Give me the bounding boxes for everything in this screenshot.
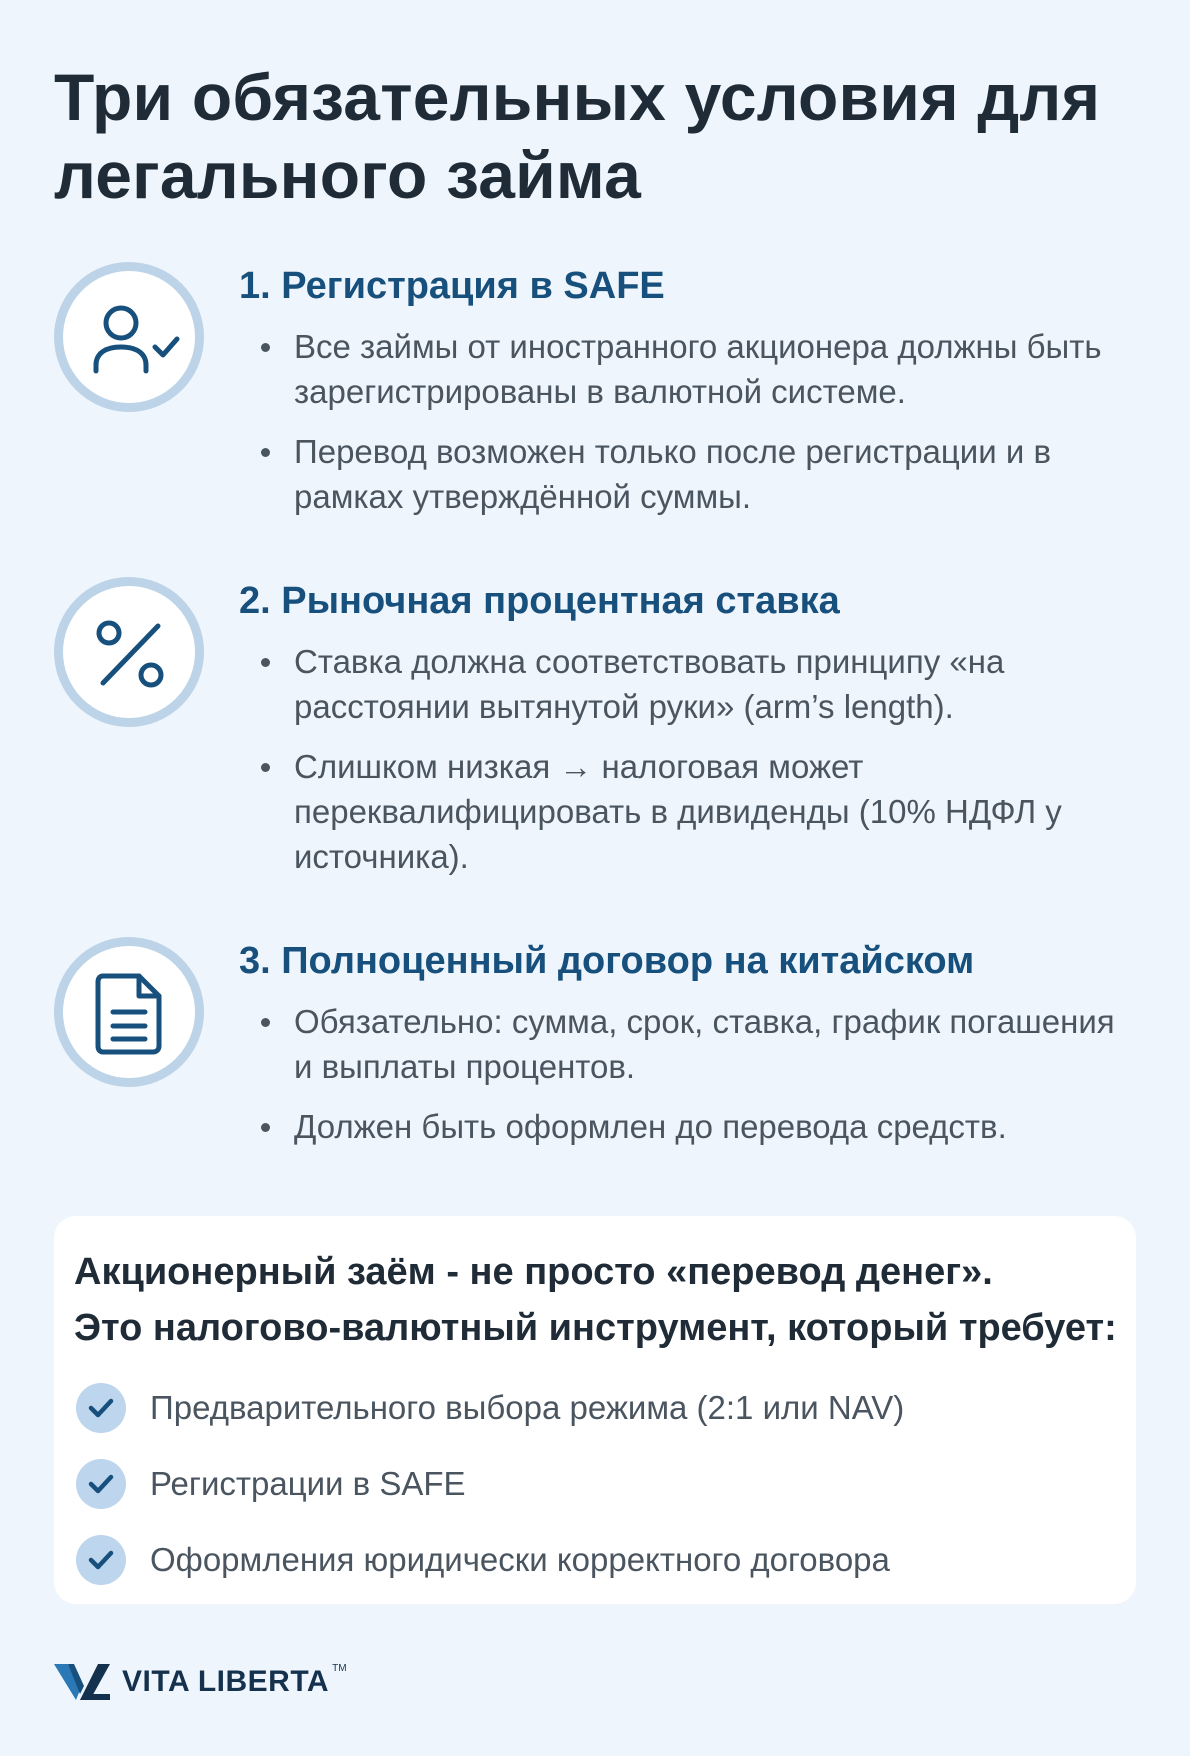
requirement-label: Предварительного выбора режима (2:1 или NAV) <box>150 1389 905 1426</box>
bullet-list <box>239 324 1139 534</box>
section-title: 2. Рыночная процентная ставка <box>239 580 840 622</box>
brand-trademark: TM <box>332 1662 347 1674</box>
check-icon <box>76 1383 126 1433</box>
section-title: 3. Полноценный договор на китайском <box>239 940 975 982</box>
requirement-item <box>76 1522 904 1598</box>
bullet-item: Ставка должна соответствовать принципу «на расстоянии вытянутой руки» (arm’s length). <box>239 639 1139 729</box>
bullet-item: Обязательно: сумма, срок, ставка, график погашения и выплаты процентов. <box>239 999 1139 1089</box>
requirement-item <box>76 1370 904 1446</box>
requirement-item <box>76 1446 904 1522</box>
bullet-item: Перевод возможен только после регистрации и в рамках утверждённой суммы. <box>239 429 1139 519</box>
requirement-label: Регистрации в SAFE <box>150 1465 466 1502</box>
check-icon <box>76 1459 126 1509</box>
brand-name: VITA LIBERTA <box>122 1665 330 1698</box>
bullet-item: Все займы от иностранного акционера должны быть зарегистрированы в валютной системе. <box>239 324 1139 414</box>
check-icon <box>76 1535 126 1585</box>
requirement-label: Оформления юридически корректного договора <box>150 1541 890 1578</box>
section-title: 1. Регистрация в SAFE <box>239 265 665 307</box>
brand-logo <box>54 1660 347 1704</box>
bullet-list <box>239 999 1139 1164</box>
summary-line-1: Акционерный заём - не просто «перевод денег». <box>74 1251 993 1293</box>
document-icon <box>54 937 204 1087</box>
summary-line-2: Это налогово-валютный инструмент, который требует: <box>74 1307 1117 1349</box>
bullet-item: Слишком низкая → налоговая может переквалифицировать в дивиденды (10% НДФЛ у источника). <box>239 744 1139 879</box>
requirements-list <box>76 1370 904 1598</box>
bullet-list <box>239 639 1139 894</box>
bullet-item: Должен быть оформлен до перевода средств. <box>239 1104 1139 1149</box>
vita-liberta-logo-icon <box>54 1660 110 1704</box>
percent-icon <box>54 577 204 727</box>
summary-heading <box>74 1244 1124 1356</box>
user-check-icon <box>54 262 204 412</box>
page-title: Три обязательных условия для легального займа <box>54 60 1101 212</box>
summary-card <box>54 1216 1136 1604</box>
